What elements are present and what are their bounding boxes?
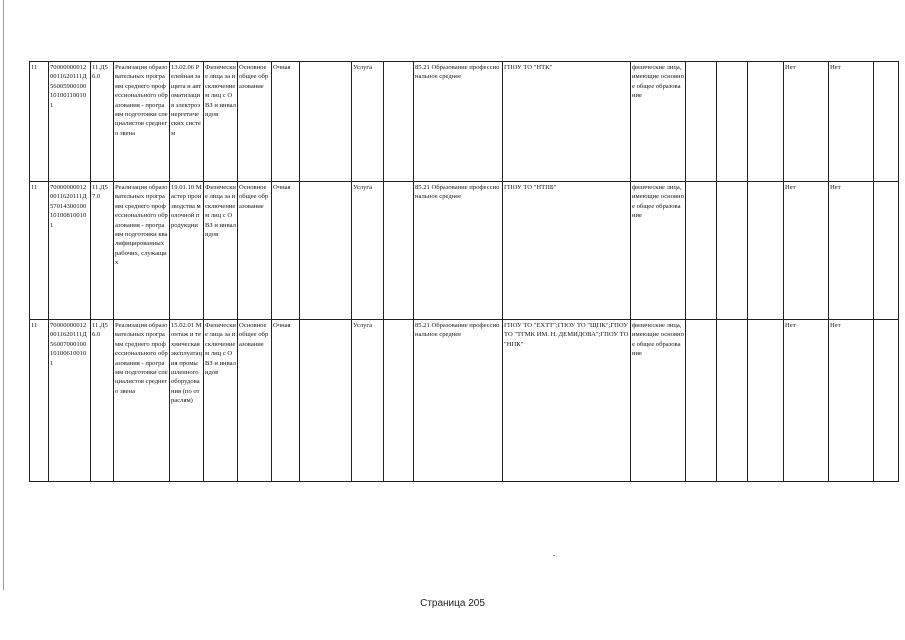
service-code: 11.Д56.0 bbox=[91, 320, 114, 482]
empty-cell bbox=[384, 62, 414, 182]
study-form: Очная bbox=[272, 62, 300, 182]
empty-cell bbox=[686, 62, 717, 182]
program-name: Реализация образовательных программ среднего профессионального образования - программ подготовки специалистов среднего звена bbox=[114, 320, 170, 482]
specialty: 13.02.06 Релейная защита и автоматизация электроэнергетических систем bbox=[170, 62, 204, 182]
row-number: 11 bbox=[30, 62, 49, 182]
specialty: 19.01.10 Мастер производства молочной продукции bbox=[170, 182, 204, 320]
consumer-category: физические лица, имеющие основное общее образование bbox=[631, 320, 686, 482]
empty-cell bbox=[748, 320, 784, 482]
service-type: Услуга bbox=[352, 320, 384, 482]
student-category: Физические лица за исключением лиц с ОВЗ и инвалидов bbox=[204, 62, 238, 182]
program-name: Реализация образовательных программ среднего профессионального образования - программ подготовки квалифицированных рабочих, служащих bbox=[114, 182, 170, 320]
table-row bbox=[30, 62, 899, 182]
okved-activity: 85.21 Образование профессиональное среднее bbox=[414, 62, 503, 182]
student-category: Физические лица за исключением лиц с ОВЗ и инвалидов bbox=[204, 320, 238, 482]
service-code: 11.Д57.0 bbox=[91, 182, 114, 320]
table-row bbox=[30, 182, 899, 320]
empty-cell bbox=[384, 320, 414, 482]
register-flag: Нет bbox=[829, 182, 874, 320]
empty-cell bbox=[300, 62, 352, 182]
registry-table bbox=[29, 61, 899, 482]
service-code: 11.Д56.0 bbox=[91, 62, 114, 182]
okved-activity: 85.21 Образование профессиональное среднее bbox=[414, 182, 503, 320]
empty-cell bbox=[874, 182, 899, 320]
education-basis: Основное общее образование bbox=[238, 182, 272, 320]
empty-cell bbox=[717, 320, 748, 482]
empty-cell bbox=[717, 182, 748, 320]
institution: ГПОУ ТО "ЕХТТ";ГПОУ ТО "ЩПК";ГПОУ ТО "ТГМК ИМ. Н. ДЕМИДОВА";ГПОУ ТО "НПК" bbox=[503, 320, 631, 482]
row-number: 11 bbox=[30, 320, 49, 482]
empty-cell bbox=[874, 62, 899, 182]
empty-cell bbox=[748, 62, 784, 182]
registry-code: 700000000120011620111Д56007000100101006100101 bbox=[49, 320, 91, 482]
register-flag: Нет bbox=[829, 62, 874, 182]
okved-activity: 85.21 Образование профессиональное среднее bbox=[414, 320, 503, 482]
empty-cell bbox=[384, 182, 414, 320]
table-row bbox=[30, 320, 899, 482]
student-category: Физические лица за исключением лиц с ОВЗ и инвалидов bbox=[204, 182, 238, 320]
empty-cell bbox=[686, 320, 717, 482]
scan-speck bbox=[553, 555, 555, 556]
registry-code: 700000000120011620111Д57014300100101008100101 bbox=[49, 182, 91, 320]
education-basis: Основное общее образование bbox=[238, 62, 272, 182]
fee-flag: Нет bbox=[784, 62, 829, 182]
specialty: 15.02.01 Монтаж и техническая эксплуатация промышленного оборудования (по отраслям) bbox=[170, 320, 204, 482]
register-flag: Нет bbox=[829, 320, 874, 482]
program-name: Реализация образовательных программ среднего профессионального образования - программ подготовки специалистов среднего звена bbox=[114, 62, 170, 182]
empty-cell bbox=[717, 62, 748, 182]
service-type: Услуга bbox=[352, 62, 384, 182]
empty-cell bbox=[686, 182, 717, 320]
empty-cell bbox=[300, 320, 352, 482]
service-type: Услуга bbox=[352, 182, 384, 320]
row-number: 11 bbox=[30, 182, 49, 320]
left-margin-line bbox=[3, 0, 4, 590]
study-form: Очная bbox=[272, 320, 300, 482]
fee-flag: Нет bbox=[784, 320, 829, 482]
consumer-category: физические лица, имеющие основное общее образование bbox=[631, 62, 686, 182]
empty-cell bbox=[748, 182, 784, 320]
page-number: Страница 205 bbox=[420, 598, 485, 609]
registry-code: 700000000120011620111Д56005900100101001100101 bbox=[49, 62, 91, 182]
study-form: Очная bbox=[272, 182, 300, 320]
education-basis: Основное общее образование bbox=[238, 320, 272, 482]
institution: ГПОУ ТО "НТК" bbox=[503, 62, 631, 182]
empty-cell bbox=[874, 320, 899, 482]
fee-flag: Нет bbox=[784, 182, 829, 320]
empty-cell bbox=[300, 182, 352, 320]
institution: ГПОУ ТО "НТПБ" bbox=[503, 182, 631, 320]
consumer-category: физические лица, имеющие основное общее образование bbox=[631, 182, 686, 320]
